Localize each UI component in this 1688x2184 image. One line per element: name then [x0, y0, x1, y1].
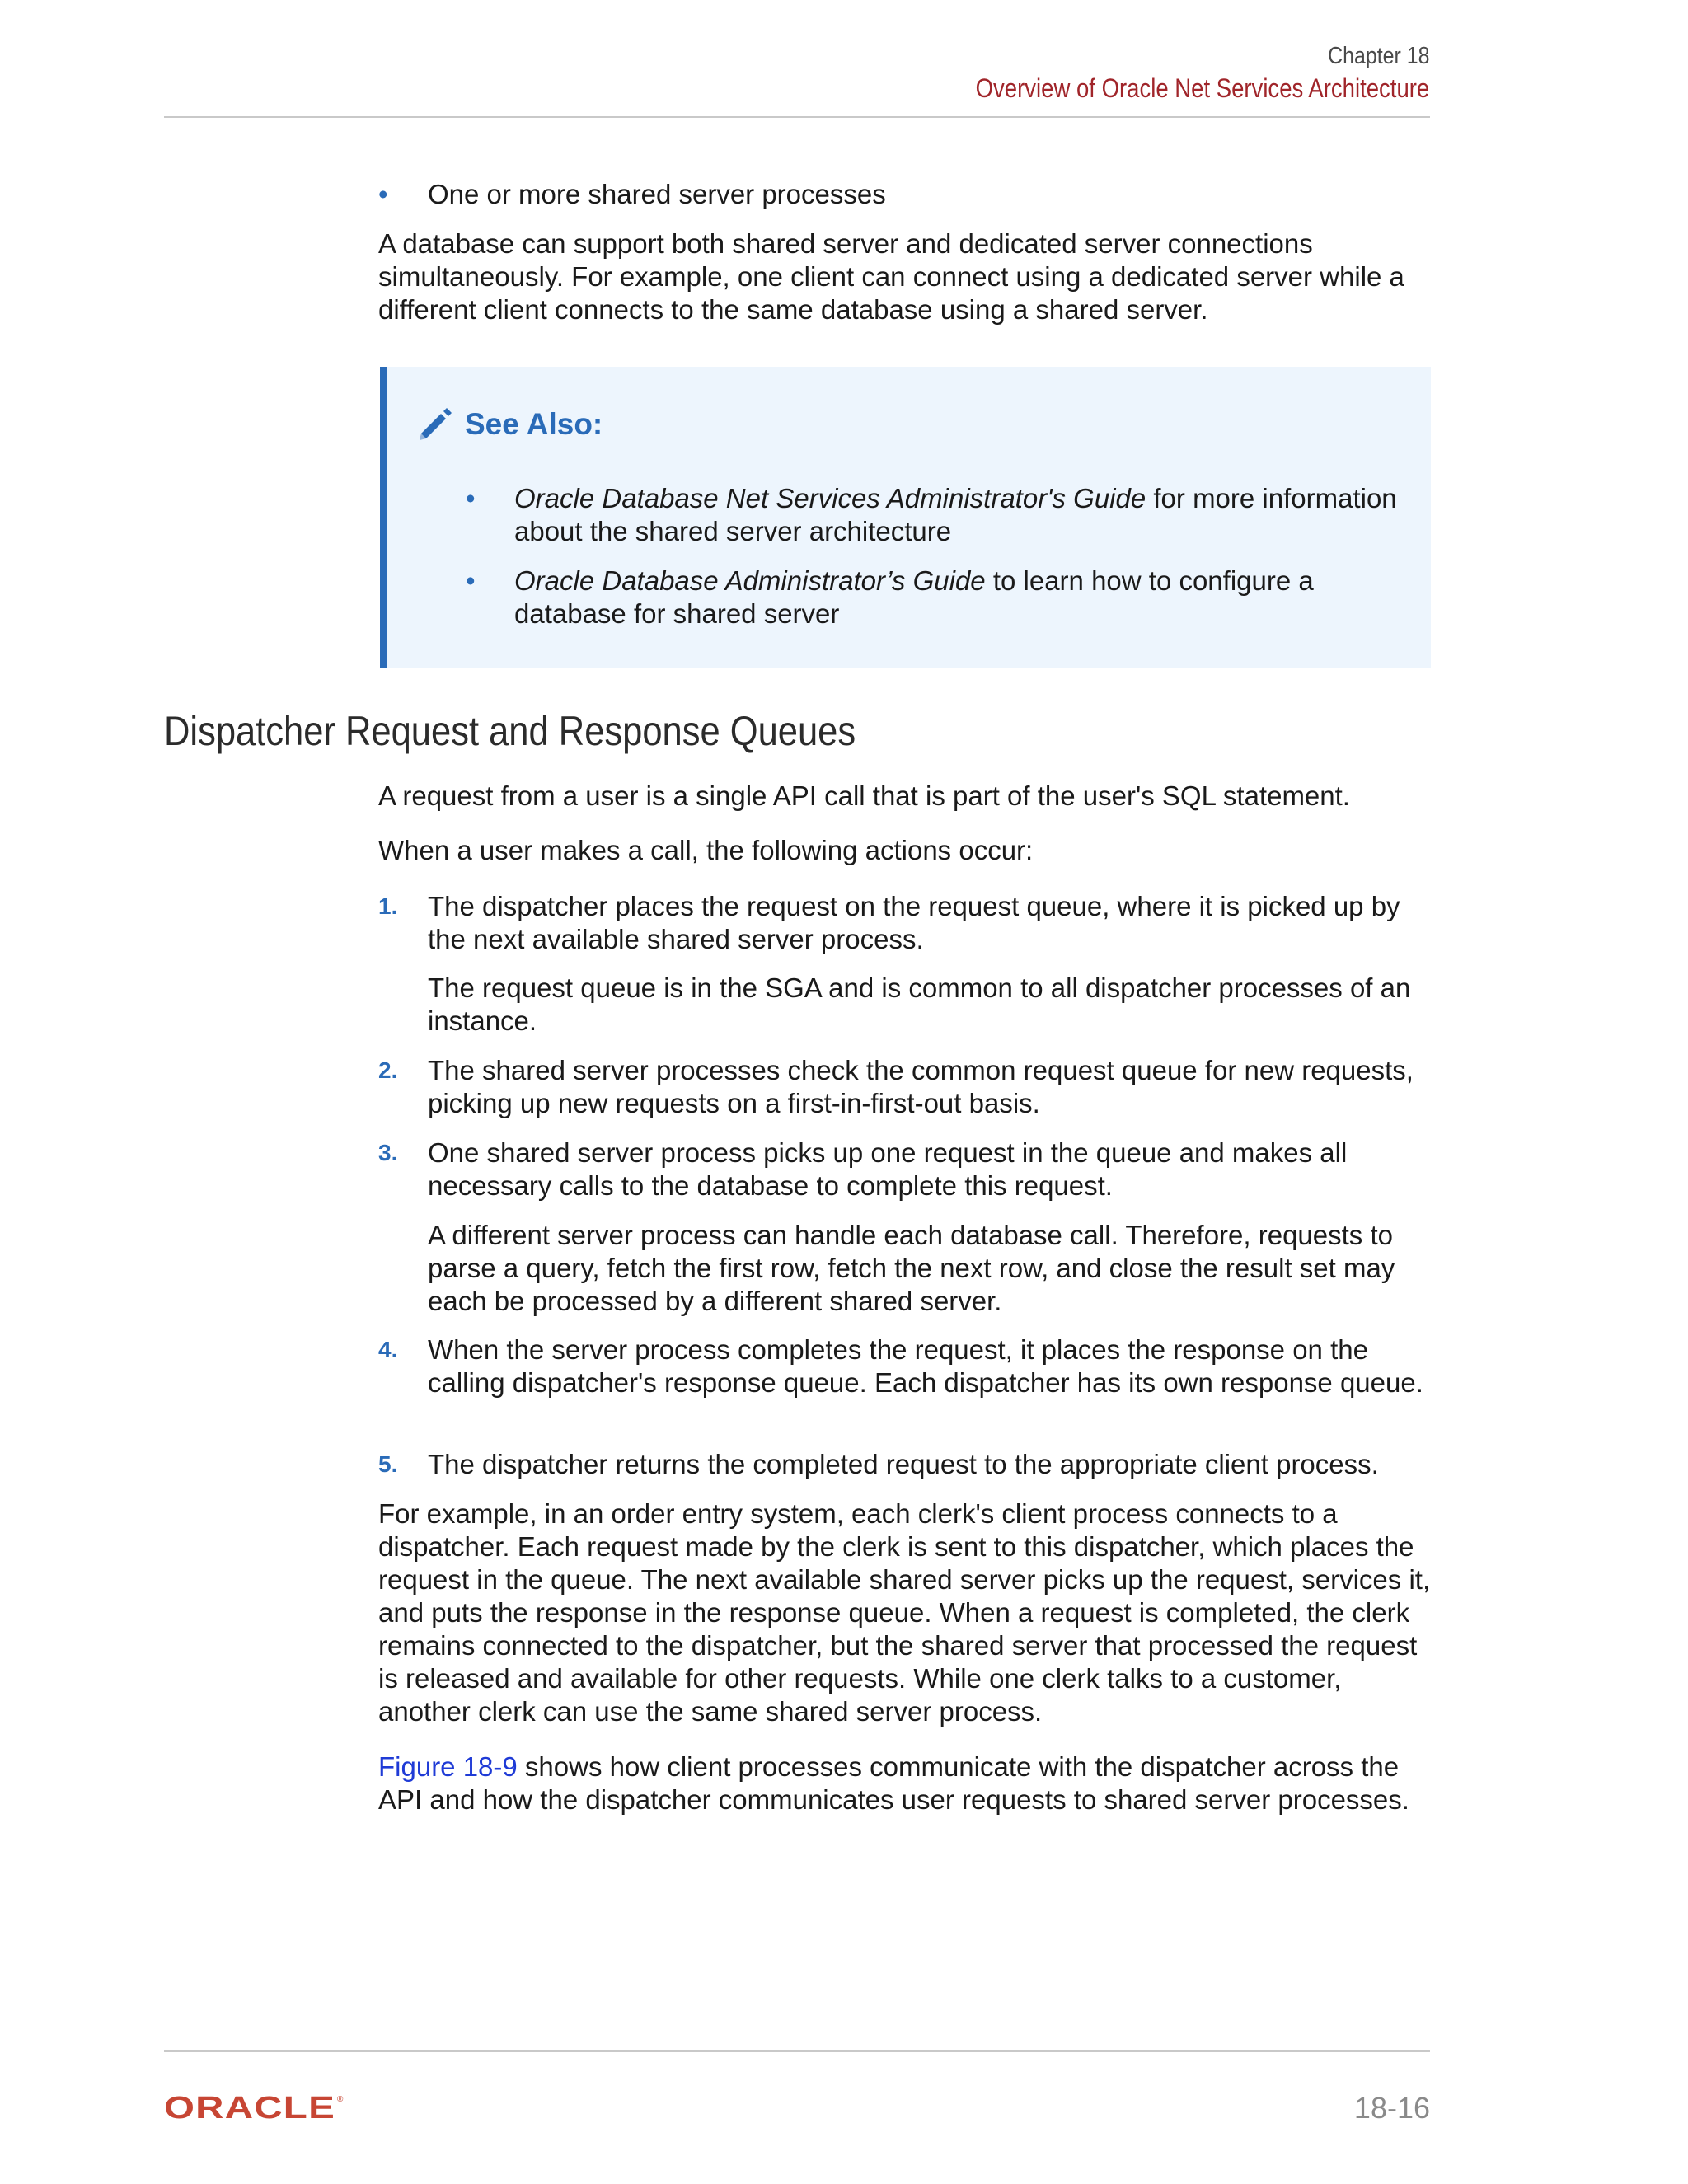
- figure-link[interactable]: Figure 18-9: [378, 1751, 518, 1782]
- bullet-icon: •: [466, 483, 476, 513]
- step-note: The request queue is in the SGA and is common to all dispatcher processes of an instance.: [428, 972, 1411, 1036]
- section-paragraph: [378, 1750, 1433, 1816]
- step-number: 3.: [378, 1140, 398, 1165]
- step-text: The dispatcher places the request on the request queue, where it is picked up by the next available shared server process.: [428, 891, 1400, 954]
- pencil-icon: [416, 405, 454, 443]
- step-text: The dispatcher returns the completed request to the appropriate client process.: [428, 1449, 1379, 1479]
- see-also-item: [514, 565, 1404, 630]
- see-also-desc: to learn how to configure a database for shared server: [514, 565, 1314, 629]
- step-text: When the server process completes the request, it places the response on the calling dispatcher's response queue. Each dispatcher has its own response queue.: [428, 1334, 1423, 1398]
- header-divider: [164, 116, 1430, 118]
- svg-text:®: ®: [337, 2095, 344, 2104]
- bullet-icon: •: [378, 179, 388, 209]
- page-number: 18-16: [1353, 2091, 1430, 2125]
- step-number: 5.: [378, 1451, 398, 1477]
- step-text: One shared server process picks up one request in the queue and makes all necessary calls to the database to complete this request.: [428, 1137, 1348, 1201]
- section-paragraph: A request from a user is a single API call that is part of the user's SQL statement.: [378, 780, 1350, 811]
- logo-text: ORACLE: [164, 2093, 335, 2121]
- see-also-item: [514, 482, 1404, 548]
- see-also-ref[interactable]: Oracle Database Net Services Administrator's Guide: [514, 483, 1146, 513]
- header-title: Overview of Oracle Net Services Architecture: [975, 73, 1429, 103]
- intro-bullet: One or more shared server processes: [428, 179, 886, 209]
- step-text: The shared server processes check the common request queue for new requests, picking up new requests on a first-in-first-out basis.: [428, 1055, 1414, 1118]
- see-also-title: See Also:: [465, 407, 603, 441]
- section-paragraph: When a user makes a call, the following actions occur:: [378, 835, 1034, 865]
- oracle-logo: [164, 2093, 345, 2121]
- step-number: 2.: [378, 1057, 398, 1083]
- see-also-ref[interactable]: Oracle Database Administrator’s Guide: [514, 565, 986, 596]
- paragraph-text: shows how client processes communicate with the dispatcher across the API and how the dispatcher communicates user requests to shared server processes.: [378, 1751, 1409, 1815]
- intro-paragraph: A database can support both shared server and dedicated server connections simultaneously. For example, one client can connect using a dedicated server while a different client connects to the same database using a shared server.: [378, 228, 1404, 325]
- section-paragraph: For example, in an order entry system, each clerk's client process connects to a dispatcher. Each request made by the clerk is sent to this dispatcher, which places the request in the queue. The next available shared server picks up the request, services it, and puts the response in the response queue. When a request is completed, the clerk remains connected to the dispatcher, but the shared server that processed the request is released and available for other requests. While one clerk talks to a customer, another clerk can use the same shared server process.: [378, 1498, 1431, 1727]
- footer-divider: [164, 2050, 1430, 2052]
- header-chapter: Chapter 18: [1327, 43, 1429, 69]
- bullet-icon: •: [466, 565, 476, 596]
- see-also-desc: for more information about the shared server architecture: [514, 483, 1397, 546]
- section-heading: Dispatcher Request and Response Queues: [164, 708, 856, 754]
- step-number: 4.: [378, 1337, 398, 1362]
- step-note: A different server process can handle each database call. Therefore, requests to parse a query, fetch the first row, fetch the next row, and close the result set may each be processed by a different shared server.: [428, 1220, 1395, 1316]
- step-number: 1.: [378, 893, 398, 919]
